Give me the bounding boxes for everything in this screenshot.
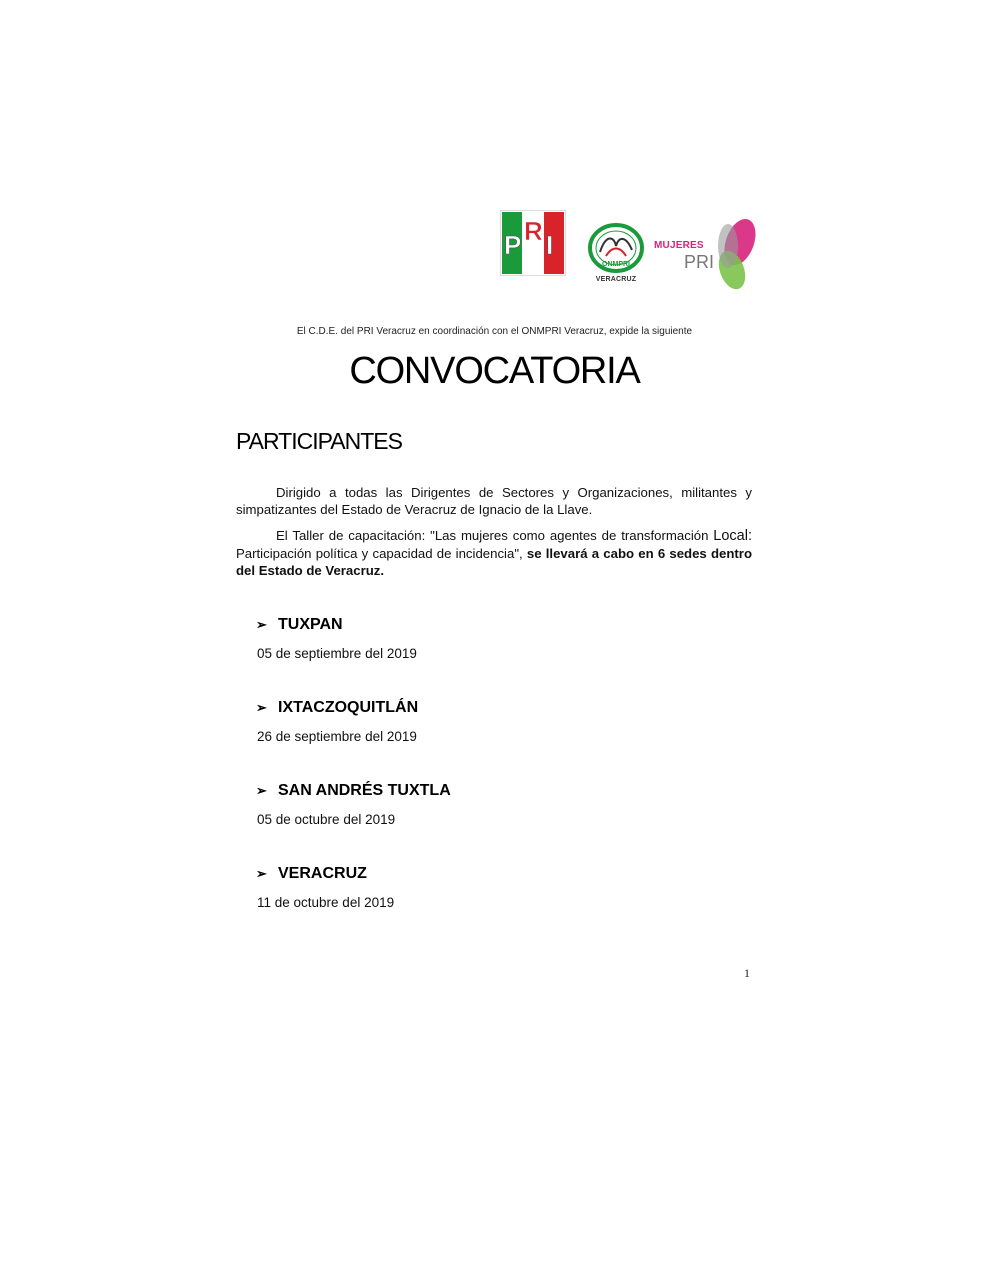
paragraph-recipients-text: Dirigido a todas las Dirigentes de Sectores y Organizaciones, militantes y simpatizantes del Estado de Veracruz de Ignacio de la Llave. bbox=[236, 485, 752, 517]
svg-text:P: P bbox=[504, 230, 522, 260]
paragraph-workshop bbox=[236, 527, 752, 579]
venue-heading bbox=[256, 699, 418, 717]
workshop-text-1: El Taller de capacitación: "Las mujeres como agentes de transformación bbox=[276, 528, 714, 543]
venue-heading bbox=[256, 782, 451, 800]
venue-date: 05 de octubre del 2019 bbox=[257, 812, 396, 827]
onmpri-logo bbox=[586, 222, 646, 284]
venue-heading bbox=[256, 865, 367, 883]
workshop-bold: se llevará a cabo en 6 sedes dentro del Estado de Veracruz. bbox=[236, 546, 752, 578]
venue-date: 05 de septiembre del 2019 bbox=[257, 646, 417, 661]
venue-date: 26 de septiembre del 2019 bbox=[257, 729, 417, 744]
section-heading: PARTICIPANTES bbox=[236, 428, 402, 454]
mujeres-word: MUJERES bbox=[654, 240, 704, 251]
venue-name: SAN ANDRÉS TUXTLA bbox=[278, 782, 451, 799]
svg-text:R: R bbox=[524, 216, 543, 246]
venue-heading bbox=[256, 616, 343, 634]
venue-name: VERACRUZ bbox=[278, 865, 367, 882]
paragraph-recipients bbox=[236, 484, 752, 518]
arrow-bullet-icon: ➢ bbox=[256, 866, 267, 881]
pri-logo bbox=[500, 210, 566, 276]
workshop-local: Local: bbox=[713, 528, 752, 544]
onmpri-logo-label: VERACRUZ bbox=[595, 276, 637, 283]
mujeres-pri-logo bbox=[654, 216, 758, 296]
venue-name: TUXPAN bbox=[278, 616, 343, 633]
page-number: 1 bbox=[744, 966, 750, 980]
logo-strip bbox=[500, 208, 760, 298]
document-title: CONVOCATORIA bbox=[349, 350, 640, 392]
svg-text:I: I bbox=[546, 230, 554, 260]
svg-text:ONMPRI: ONMPRI bbox=[602, 261, 630, 268]
venue-name: IXTACZOQUITLÁN bbox=[278, 699, 419, 716]
intro-line: El C.D.E. del PRI Veracruz en coordinación con el ONMPRI Veracruz, expide la siguiente bbox=[296, 326, 693, 337]
workshop-text-2: Participación política y capacidad de incidencia", bbox=[236, 546, 527, 561]
arrow-bullet-icon: ➢ bbox=[256, 700, 267, 715]
mujeres-pri-word: PRI bbox=[684, 252, 715, 272]
arrow-bullet-icon: ➢ bbox=[256, 617, 267, 632]
arrow-bullet-icon: ➢ bbox=[256, 783, 267, 798]
venue-date: 11 de octubre del 2019 bbox=[257, 895, 395, 910]
